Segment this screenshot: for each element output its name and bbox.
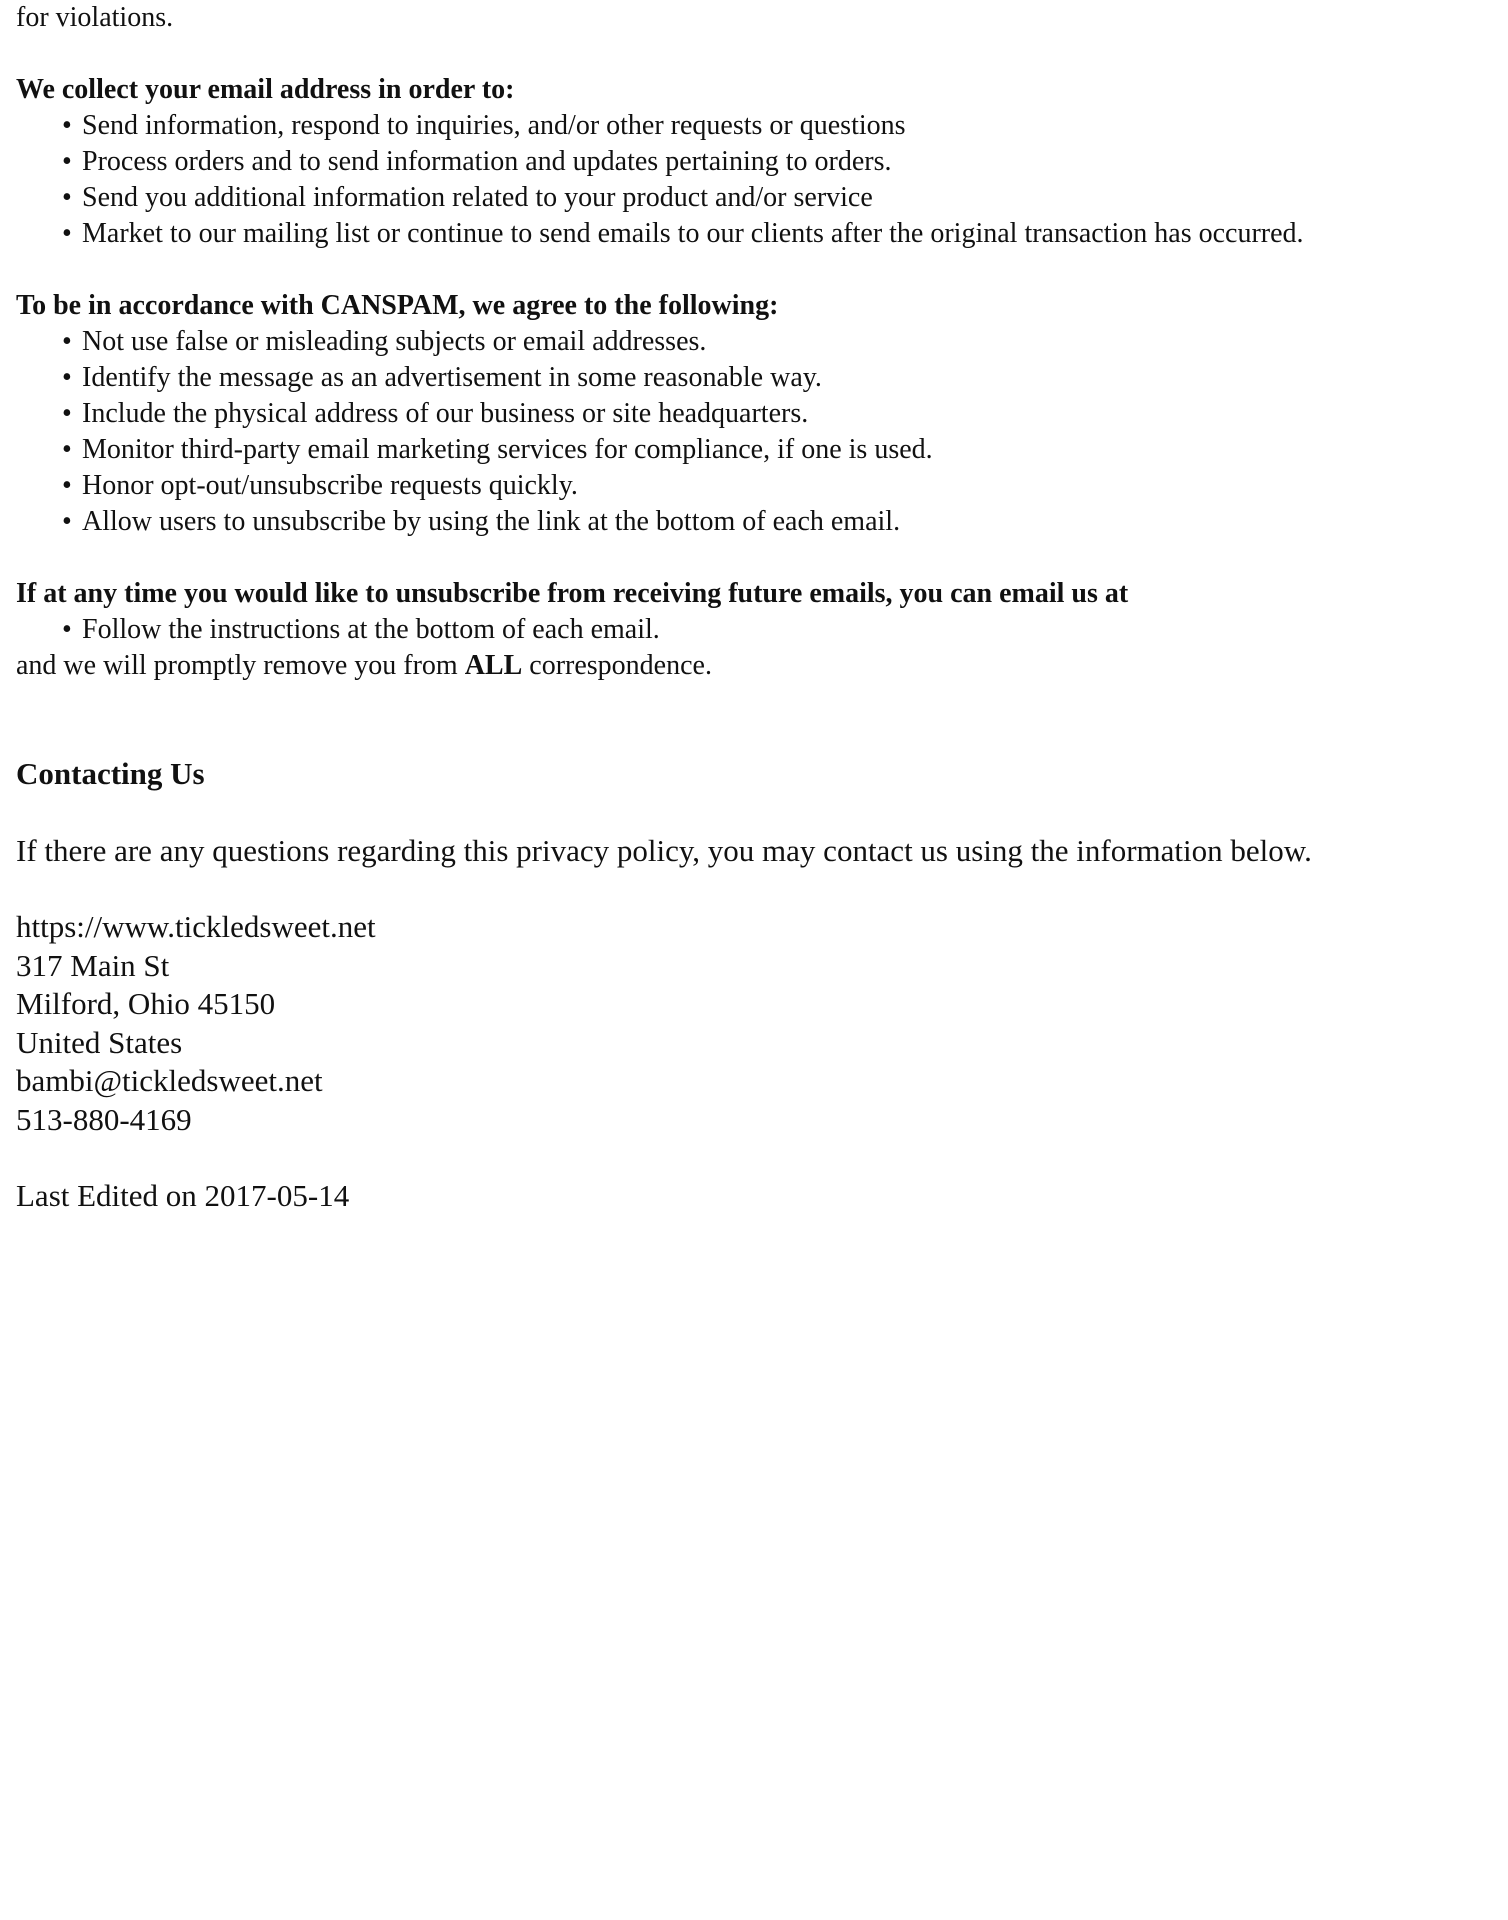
list-item: • Not use false or misleading subjects or email addresses. [62,324,1486,360]
policy-document [16,0,1486,1216]
spacer [16,870,1486,908]
bullet-icon: • [62,470,72,501]
bullet-icon: • [62,434,72,465]
intro-tail-text: for violations. [16,2,174,33]
street-address: 317 Main St [16,947,170,983]
spacer [16,684,1486,754]
bullet-icon: • [62,326,72,357]
bullet-icon: • [62,398,72,429]
canspam-heading: To be in accordance with CANSPAM, we agree to the following: [16,290,779,321]
email-collect-list [16,108,1486,252]
list-item: • Identify the message as an advertisement in some reasonable way. [62,360,1486,396]
list-item: • Include the physical address of our business or site headquarters. [62,396,1486,432]
contacting-us-heading: Contacting Us [16,756,205,791]
city-state-zip: Milford, Ohio 45150 [16,986,276,1021]
email-link[interactable]: bambi@tickledsweet.net [16,1063,323,1098]
list-item: • Process orders and to send information and updates pertaining to orders. [62,144,1486,180]
unsubscribe-list [16,612,1486,648]
all-emphasis: ALL [464,650,523,681]
bullet-icon: • [62,146,72,177]
list-item: • Allow users to unsubscribe by using the link at the bottom of each email. [62,504,1486,540]
spacer [16,794,1486,832]
spacer [16,252,1486,288]
list-item: • Monitor third-party email marketing services for compliance, if one is used. [62,432,1486,468]
unsubscribe-heading: If at any time you would like to unsubscribe from receiving future emails, you can email us at [16,578,1129,609]
spacer [16,540,1486,576]
list-item: • Send information, respond to inquiries, and/or other requests or questions [62,108,1486,144]
bullet-icon: • [62,506,72,537]
bullet-icon: • [62,182,72,213]
spacer [16,1139,1486,1177]
list-item: • Honor opt-out/unsubscribe requests quickly. [62,468,1486,504]
contact-intro: If there are any questions regarding this privacy policy, you may contact us using the information below. [16,833,1312,868]
unsubscribe-closing: and we will promptly remove you from ALL correspondence. [16,650,712,681]
bullet-icon: • [62,218,72,249]
list-item: • Follow the instructions at the bottom of each email. [62,612,1486,648]
canspam-list [16,324,1486,540]
email-collect-heading: We collect your email address in order to: [16,74,515,105]
list-item: • Send you additional information related to your product and/or service [62,180,1486,216]
phone-number: 513-880-4169 [16,1101,192,1137]
country: United States [16,1024,183,1060]
bullet-icon: • [62,110,72,141]
list-item: • Market to our mailing list or continue to send emails to our clients after the original transaction has occurred. [62,216,1486,252]
spacer [16,36,1486,72]
bullet-icon: • [62,614,72,645]
website-link[interactable]: https://www.tickledsweet.net [16,909,376,944]
last-edited: Last Edited on 2017-05-14 [16,1178,350,1213]
bullet-icon: • [62,362,72,393]
